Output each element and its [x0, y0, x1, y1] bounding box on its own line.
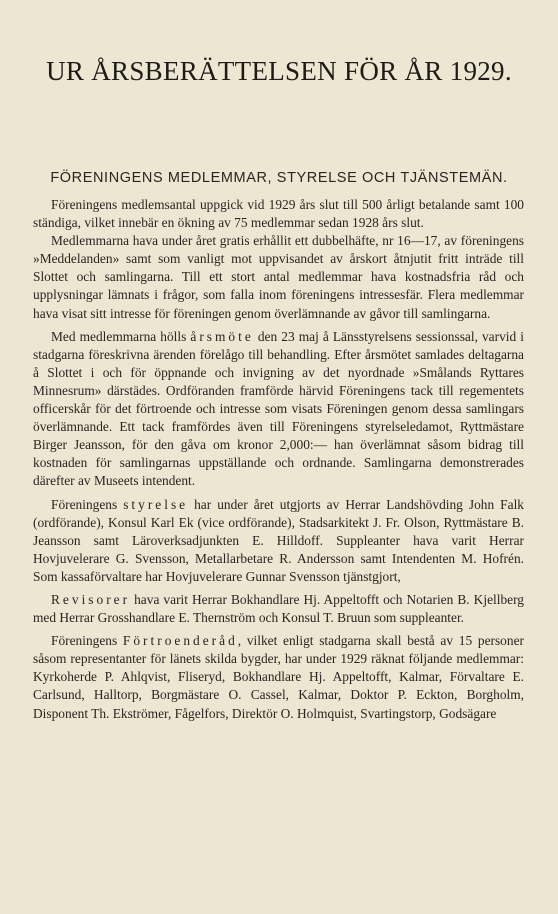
text-run: , vilket enligt stadgarna skall bestå av 15 personer såsom representanter för länets skilda bygder, har under 1929 räknat följande medlemmar: Kyrkoherde P. Ahlqvist, Fliseryd, Bokhandlare Hj. Appeltofft, Kalmar, Förvaltare E. Carlsund, Halltorp, Borgmästare O. Cassel, Kalmar, Doktor P. Eckton, Borgholm, Disponent Th. Ekströmer, Fågelfors, Direktör O. Holmquist, Svartingstorp, Godsägare [33, 633, 524, 721]
text-run: Föreningens [51, 496, 124, 512]
page-title: UR ÅRSBERÄTTELSEN FÖR ÅR 1929. [46, 56, 512, 86]
spaced-term-annual-meeting: årsmöte [190, 328, 254, 344]
text-run: hava varit Herrar Bokhandlare Hj. Appeltofft och Notarien B. Kjellberg med Herrar Grosshandlare E. Thernström och Konsul T. Bruun som suppleanter. [33, 591, 524, 626]
text-run: den 23 maj å Länsstyrelsens sessionssal, varvid i stadgarna föreskrivna ärenden förelågo till behandling. Efter årsmötet samlades deltagarna å Slottet i och för öppnande och invigning av det nyordnade »Smålands Ryttares Minnesrum» därstädes. Ordföranden framförde härvid Föreningens tack till regementets officerskår för det förtroende och intresse som visats Föreningen genom dessa samlingars överlämnande. Ett tack framfördes även till Föreningens styrelseledamot, Ryttmästare Birger Jeansson, för den gåva om kronor 2,000:— han överlämnat såsom bidrag till kostnaden för samlingarnas uppställande och ordnande. Samlingarna demonstrerades därefter av Museets intendent. [33, 328, 524, 489]
text-run: Med medlemmarna hölls [51, 328, 191, 344]
paragraph-annual-meeting [33, 328, 524, 491]
spaced-term-auditors: Revisorer [51, 591, 131, 607]
paragraph-membership: Föreningens medlemsantal uppgick vid 1929 års slut till 500 årligt betalande samt 100 ständiga, vilket innebär en ökning av 75 medlemmar sedan 1928 års slut. [33, 197, 524, 231]
spaced-term-council: Förtroenderåd [122, 633, 238, 649]
body-text [33, 196, 524, 723]
section-heading: FÖRENINGENS MEDLEMMAR, STYRELSE OCH TJÄNSTEMÄN. [50, 170, 508, 186]
text-run: Föreningens [51, 633, 123, 649]
paragraph-council [33, 632, 524, 722]
paragraph-benefits: Medlemmarna hava under året gratis erhållit ett dubbelhäfte, nr 16—17, av föreningens »Meddelanden» samt som vanligt mot uppvisandet av årskort åtnjutit fritt inträde till Slottet och samlingarna. Till ett stort antal medlemmar hava kostnadsfria råd och upplysningar lämnats i frågor, som falla inom föreningens intressesfär. Flera medlemmar hava visat sitt intresse för föreningen genom överlämnande av gåvor till samlingarna. [33, 233, 524, 321]
spaced-term-board: styrelse [123, 496, 189, 512]
paragraph-board [33, 496, 524, 586]
text-run: har under året utgjorts av Herrar Landshövding John Falk (ordförande), Konsul Karl Ek (vice ordförande), Stadsarkitekt J. Fr. Olson, Ryttmästare B. Jeansson samt Läroverksadjunkten E. Hilldoff. Suppleanter hava varit Herrar Hovjuvelerare G. Svensson, Metallarbetare R. Andersson samt Intendenten M. Hofrén. Som kassaförvaltare har Hovjuvelerare Gunnar Svensson tjänstgjort, [33, 496, 524, 584]
paragraph-auditors [33, 591, 524, 627]
